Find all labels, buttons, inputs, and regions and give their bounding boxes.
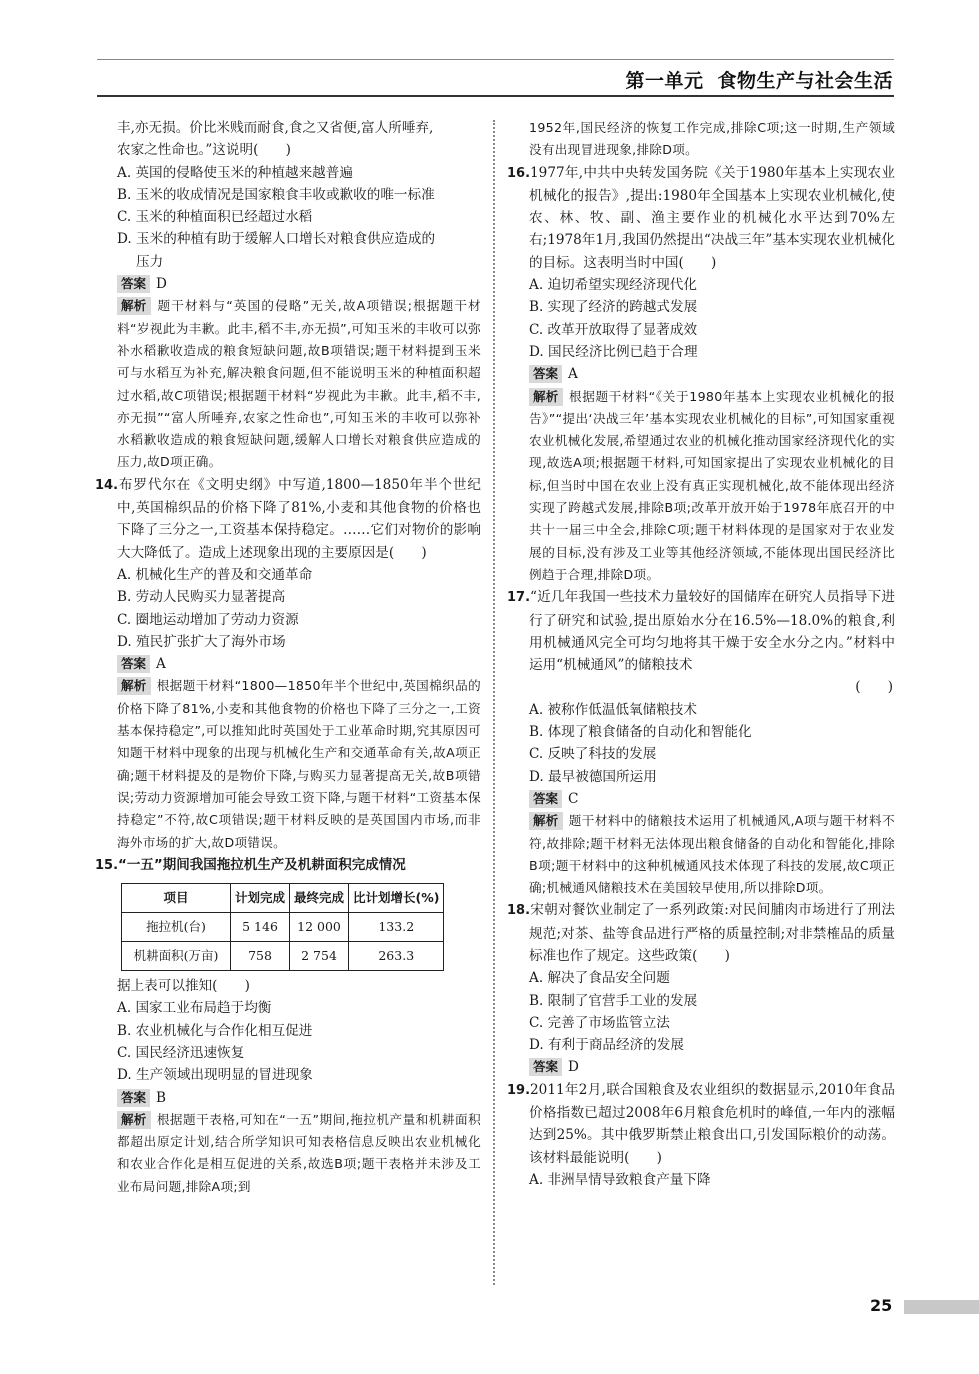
running-header <box>625 66 893 93</box>
q15-title: 15.“一五”期间我国拖拉机生产及机耕面积完成情况 <box>95 856 406 873</box>
q14-option-d: D. 殖民扩张扩大了海外市场 <box>117 633 286 650</box>
q15-option-b: B. 农业机械化与合作化相互促进 <box>117 1022 313 1039</box>
q14-option-c: C. 圈地运动增加了劳动力资源 <box>117 611 299 628</box>
q15-analysis: 解析 根据题干表格,可知在“一五”期间,拖拉机产量和机耕面积都超出原定计划,结合所学知识可知表格信息反映出农业机械化和农业合作化是相互促进的关系,故选B项;题干表格并未涉及工业布局问题,排除A项;到 <box>117 1111 481 1194</box>
q15-analysis-continued: 1952年,国民经济的恢复工作完成,排除C项;这一时期,生产领域没有出现冒进现象,排除D项。 <box>529 120 895 158</box>
q13-continuation-line: 农家之性命也。”这说明( ) <box>117 142 291 159</box>
page-number: 25 <box>870 1296 893 1315</box>
q17-answer-paren: ( ) <box>855 679 893 696</box>
q16-stem: 16.1977年,中共中央转发国务院《关于1980年基本上实现农业机械化的报告》,提出:1980年全国基本上实现农业机械化,使农、林、牧、副、渔主要作业的机械化水平达到70%左右;1978年1月,我国仍然提出“决战三年”基本实现农业机械化的目标。这表明当时中国( ) <box>507 164 895 271</box>
q13-continuation-line: 丰,亦无损。价比米贱而耐食,食之又省便,富人所唾弃, <box>117 120 434 136</box>
q17-option-d: D. 最早被德国所运用 <box>529 768 657 785</box>
table-cell: 拖拉机(台) <box>122 913 231 942</box>
q15-option-c: C. 国民经济迅速恢复 <box>117 1044 245 1061</box>
table-header-cell: 项目 <box>122 884 231 913</box>
left-column <box>95 117 481 1198</box>
q19-option-a: A. 非洲旱情导致粮食产量下降 <box>529 1171 711 1188</box>
unit-title: 食物生产与社会生活 <box>717 70 893 92</box>
analysis-tag: 解析 <box>529 812 563 830</box>
table-row <box>122 942 444 971</box>
analysis-tag: 解析 <box>117 677 151 695</box>
q18-stem: 18.宋朝对餐饮业制定了一系列政策:对民间脯肉市场进行了刑法规范;对茶、盐等食品进行严格的质量控制;对非禁榷品的质量标准也作了规定。这些政策( ) <box>507 902 895 964</box>
q17-option-b: B. 体现了粮食储备的自动化和智能化 <box>529 724 752 741</box>
q14-analysis: 解析 根据题干材料“1800—1850年半个世纪中,英国棉织品的价格下降了81%,小麦和其他食物的价格也下降了三分之一,工资基本保持稳定”,可以推知此时英国处于工业革命时期,究其原因可知题干材料中现象的出现与机械化生产和交通革命有关,故A项正确;题干材料提及的是物价下降,与购买力显著提高无关,故B项错误;劳动力资源增加可能会导致工资下降,与题干材料“工资基本保持稳定”不符,故C项错误;题干材料反映的是英国国内市场,而非海外市场的扩大,故D项错误。 <box>117 678 481 850</box>
q19-stem: 19.2011年2月,联合国粮食及农业组织的数据显示,2010年食品价格指数已超过2008年6月粮食危机时的峰值,一年内的涨幅达到25%。其中俄罗斯禁止粮食出口,引发国际粮价的动荡。该材料最能说明( ) <box>507 1081 895 1166</box>
q15-stem: 据上表可以推知( ) <box>117 978 250 995</box>
table-cell: 12 000 <box>290 913 349 942</box>
table-header-cell: 比计划增长(%) <box>349 884 444 913</box>
q14-option-a: A. 机械化生产的普及和交通革命 <box>117 566 313 583</box>
q16-option-b: B. 实现了经济的跨越式发展 <box>529 299 698 316</box>
q16-answer: 答案 A <box>507 363 895 385</box>
q17-answer: 答案 C <box>507 788 895 810</box>
q17-analysis: 解析 题干材料中的储粮技术运用了机械通风,A项与题干材料不符,故排除;题干材料无法体现出粮食储备的自动化和智能化,排除B项;题干材料中的这种机械通风技术体现了科技的发展,故C项正确;机械通风储粮技术在美国较早使用,所以排除D项。 <box>529 813 895 896</box>
column-divider <box>493 120 495 1285</box>
q15-option-d: D. 生产领域出现明显的冒进现象 <box>117 1067 313 1084</box>
header-rule <box>97 95 894 97</box>
table-cell: 758 <box>231 942 290 971</box>
q17-option-c: C. 反映了科技的发展 <box>529 746 657 763</box>
table-header-cell: 最终完成 <box>290 884 349 913</box>
answer-tag: 答案 <box>529 790 562 808</box>
q15-option-a: A. 国家工业布局趋于均衡 <box>117 1000 272 1017</box>
q18-option-c: C. 完善了市场监管立法 <box>529 1014 670 1031</box>
analysis-tag: 解析 <box>529 388 563 406</box>
table-header-row <box>122 884 444 913</box>
q13-option-d-cont: 压力 <box>136 253 164 270</box>
q14-option-b: B. 劳动人民购买力显著提高 <box>117 589 286 606</box>
q16-option-d: D. 国民经济比例已趋于合理 <box>529 343 698 360</box>
q15-answer: 答案 B <box>95 1087 481 1109</box>
table-cell: 133.2 <box>349 913 444 942</box>
q16-analysis: 解析 根据题干材料“《关于1980年基本上实现农业机械化的报告》”“提出‘决战三年’基本实现农业机械化的目标”,可知国家重视农业机械化发展,希望通过农业的机械化推动国家经济现代化的实现,故选A项;根据题干材料,可知国家提出了实现农业机械化的目标,但当时中国在农业上没有真正实现机械化,故不能体现出经济实现了跨越式发展,排除B项;改革开放开始于1978年底召开的中共十一届三中全会,排除C项;题干材料体现的是国家对于农业发展的目标,没有涉及工业等其他经济领域,不能体现出国民经济比例趋于合理,排除D项。 <box>529 388 895 582</box>
table-row <box>122 913 444 942</box>
q13-analysis: 解析 题干材料与“英国的侵略”无关,故A项错误;根据题干材料“岁视此为丰歉。此丰,稻不丰,亦无损”,可知玉米的丰收可以弥补水稻歉收造成的粮食短缺问题,故B项错误;题干材料提到玉米可与水稻互为补充,解决粮食问题,但不能说明玉米的种植面积超过水稻,故C项错误;根据题干材料“岁视此为丰歉。此丰,稻不丰,亦无损”“富人所唾弃,农家之性命也”,可知玉米的丰收可以弥补水稻歉收造成的粮食短缺问题,缓解人口增长对粮食供应造成的压力,故D项正确。 <box>117 298 481 470</box>
q13-option-a: A. 英国的侵略使玉米的种植越来越普遍 <box>117 164 353 181</box>
right-column <box>507 117 895 1191</box>
q18-option-b: B. 限制了官营手工业的发展 <box>529 992 698 1009</box>
q14-answer: 答案 A <box>95 653 481 675</box>
header-top-line <box>97 59 894 60</box>
unit-label: 第一单元 <box>625 70 704 92</box>
answer-tag: 答案 <box>117 1089 150 1107</box>
table-cell: 263.3 <box>349 942 444 971</box>
q13-option-d: D. 玉米的种植有助于缓解人口增长对粮食供应造成的 <box>117 231 436 248</box>
q18-answer: 答案 D <box>507 1056 895 1078</box>
q18-option-a: A. 解决了食品安全问题 <box>529 970 670 987</box>
q14-stem: 14.布罗代尔在《文明史纲》中写道,1800—1850年半个世纪中,英国棉织品的价格下降了81%,小麦和其他食物的价格也下降了三分之一,工资基本保持稳定。……它们对物价的影响大大降低了。造成上述现象出现的主要原因是( ) <box>95 476 481 561</box>
analysis-tag: 解析 <box>117 297 151 315</box>
answer-tag: 答案 <box>529 365 562 383</box>
table-cell: 2 754 <box>290 942 349 971</box>
table-cell: 5 146 <box>231 913 290 942</box>
page-number-bar <box>904 1300 979 1314</box>
answer-tag: 答案 <box>529 1058 562 1076</box>
analysis-tag: 解析 <box>117 1111 151 1129</box>
q13-answer: 答案 D <box>95 273 481 295</box>
q13-option-b: B. 玉米的收成情况是国家粮食丰收或歉收的唯一标准 <box>117 186 435 203</box>
q13-option-c: C. 玉米的种植面积已经超过水稻 <box>117 209 313 226</box>
q17-option-a: A. 被称作低温低氧储粮技术 <box>529 701 697 718</box>
q17-stem: 17.“近几年我国一些技术力量较好的国储库在研究人员指导下进行了研究和试验,提出原始水分在16.5%—18.0%的粮食,利用机械通风完全可均匀地将其干燥于安全水分之内。”材料中运用“机械通风”的储粮技术 <box>507 589 895 674</box>
table-cell: 机耕面积(万亩) <box>122 942 231 971</box>
answer-tag: 答案 <box>117 275 150 293</box>
q16-option-c: C. 改革开放取得了显著成效 <box>529 321 698 338</box>
q15-table <box>121 883 444 971</box>
table-header-cell: 计划完成 <box>231 884 290 913</box>
q18-option-d: D. 有利于商品经济的发展 <box>529 1037 684 1054</box>
q16-option-a: A. 迫切希望实现经济现代化 <box>529 277 697 294</box>
answer-tag: 答案 <box>117 655 150 673</box>
